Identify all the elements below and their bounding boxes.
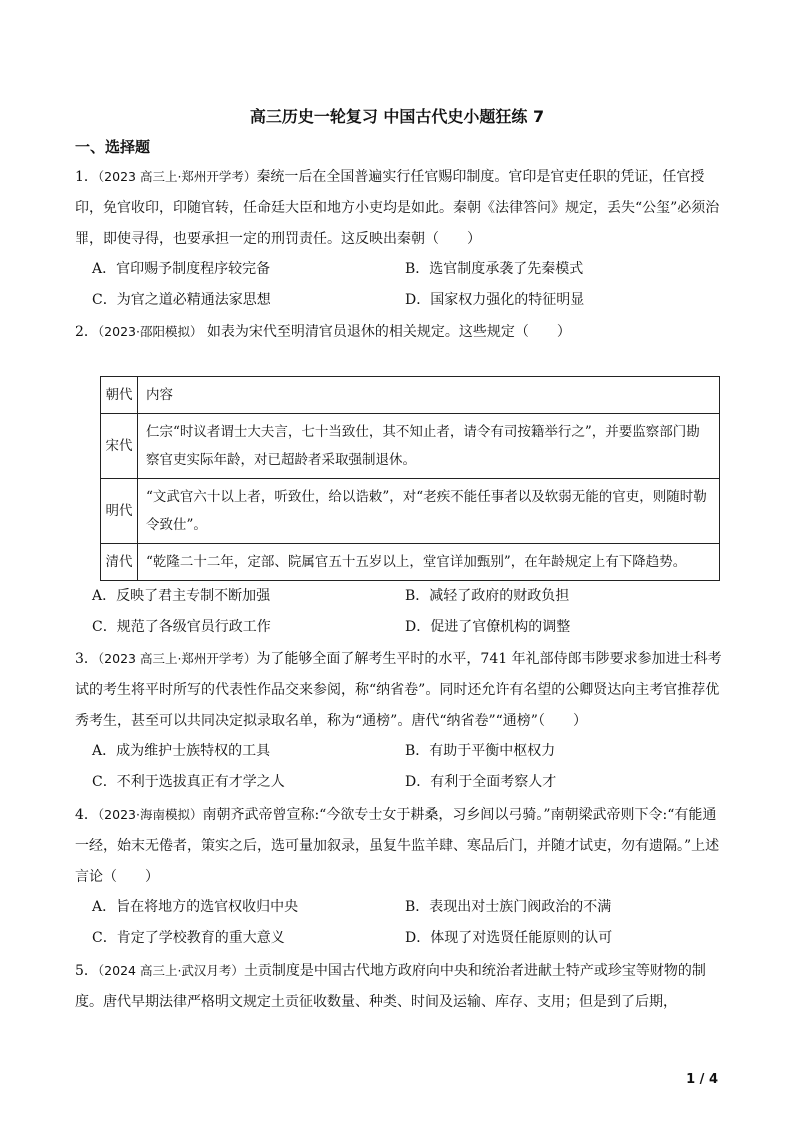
- question-number: 2．: [75, 324, 98, 340]
- option-c[interactable]: C．不利于选拔真正有才学之人: [92, 774, 285, 790]
- page-number: 1 / 4: [686, 1072, 718, 1087]
- section-heading: 一、选择题: [75, 138, 151, 156]
- question-number: 4．: [75, 807, 98, 823]
- question-2: [75, 316, 725, 348]
- question-5: [75, 955, 725, 1018]
- question-source: （2024 高三上·武汉月考）: [97, 963, 244, 978]
- question-text: 秦统一后在全国普遍实行任官赐印制度。官印是官吏任职的凭证，任官授印，免官收印，印随官转，任命廷大臣和地方小吏均是如此。秦朝《法律答问》规定，丢失“公玺”必须治罪，即使寻得，也要承担一定的刑罚责任。这反映出秦朝（ ）: [75, 169, 720, 247]
- question-text: 土贡制度是中国古代地方政府向中央和统治者进献土特产或珍宝等财物的制度。唐代早期法律严格明文规定土贡征收数量、种类、时间及运输、库存、支用；但是到了后期，: [75, 963, 706, 1010]
- table-cell-content: “乾隆二十二年，定部、院属官五十五岁以上，堂官详加甄别”，在年龄规定上有下降趋势。: [138, 544, 720, 581]
- table-row: [101, 479, 720, 544]
- table-cell-content: “文武官六十以上者，听致仕，给以诰敕”，对“老疾不能任事者以及软弱无能的官吏，则随时勒令致仕”。: [138, 479, 720, 544]
- option-a[interactable]: A．旨在将地方的选官权收归中央: [92, 899, 299, 915]
- question-source: （2023·海南模拟）: [97, 807, 203, 822]
- option-a[interactable]: A．反映了君主专制不断加强: [92, 588, 271, 604]
- table-row: [101, 544, 720, 581]
- table-row: [101, 414, 720, 479]
- option-c[interactable]: C．肯定了学校教育的重大意义: [92, 930, 285, 946]
- table-cell-dynasty: 清代: [101, 544, 138, 581]
- question-4-options: [92, 892, 722, 954]
- option-b[interactable]: B．有助于平衡中枢权力: [405, 743, 556, 759]
- option-c[interactable]: C．为官之道必精通法家思想: [92, 292, 271, 308]
- question-number: 3．: [75, 651, 98, 667]
- question-text: 南朝齐武帝曾宣称:“今欲专士女于耕桑，习乡闾以弓骑。”南朝梁武帝则下令:“有能通一经，始末无倦者，策实之后，选可量加叙录，虽复牛监羊肆、寒品后门，并随才试吏，勿有遗隔。”上述言论（ ）: [75, 807, 720, 885]
- option-b[interactable]: B．表现出对士族门阀政治的不满: [405, 899, 612, 915]
- question-3: [75, 643, 725, 737]
- page-title: 高三历史一轮复习 中国古代史小题狂练 7: [249, 107, 545, 126]
- option-d[interactable]: D．促进了官僚机构的调整: [405, 619, 571, 635]
- option-d[interactable]: D．体现了对选贤任能原则的认可: [405, 930, 613, 946]
- question-1-options: [92, 254, 722, 316]
- question-text: 为了能够全面了解考生平时的水平，741 年礼部侍郎韦陟要求参加进士科考试的考生将平时所写的代表性作品交来参阅，称“纳省卷”。同时还允许有名望的公卿贤达向主考官推荐优秀考生，甚至可以共同决定拟录取名单，称为“通榜”。唐代“纳省卷”“通榜”（ ）: [75, 651, 722, 729]
- option-d[interactable]: D．国家权力强化的特征明显: [405, 292, 585, 308]
- option-a[interactable]: A．官印赐予制度程序较完备: [92, 261, 271, 277]
- question-source: （2023·邵阳模拟）: [97, 324, 203, 339]
- option-b[interactable]: B．减轻了政府的财政负担: [405, 588, 570, 604]
- question-4: [75, 799, 725, 893]
- table-cell-dynasty: 宋代: [101, 414, 138, 479]
- question-source: （2023 高三上·郑州开学考）: [97, 169, 257, 184]
- table-header: 朝代: [101, 377, 138, 414]
- question-number: 1．: [75, 169, 98, 185]
- option-d[interactable]: D．有利于全面考察人才: [405, 774, 557, 790]
- question-3-options: [92, 736, 722, 798]
- question-number: 5．: [75, 963, 98, 979]
- table-cell-dynasty: 明代: [101, 479, 138, 544]
- option-b[interactable]: B．选官制度承袭了先秦模式: [405, 261, 584, 277]
- table-cell-content: 仁宗“时议者谓士大夫言，七十当致仕，其不知止者，请令有司按籍举行之”，并要监察部门勘察官吏实际年龄，对已超龄者采取强制退休。: [138, 414, 720, 479]
- option-c[interactable]: C．规范了各级官员行政工作: [92, 619, 271, 635]
- option-a[interactable]: A．成为维护士族特权的工具: [92, 743, 271, 759]
- table-header: 内容: [138, 377, 720, 414]
- question-2-options: [92, 581, 722, 643]
- question-1: [75, 161, 725, 255]
- question-text: 如表为宋代至明清官员退休的相关规定。这些规定（ ）: [202, 324, 571, 340]
- question-source: （2023 高三上·郑州开学考）: [97, 651, 257, 666]
- table-header-row: [101, 377, 720, 414]
- retirement-table: [100, 376, 720, 581]
